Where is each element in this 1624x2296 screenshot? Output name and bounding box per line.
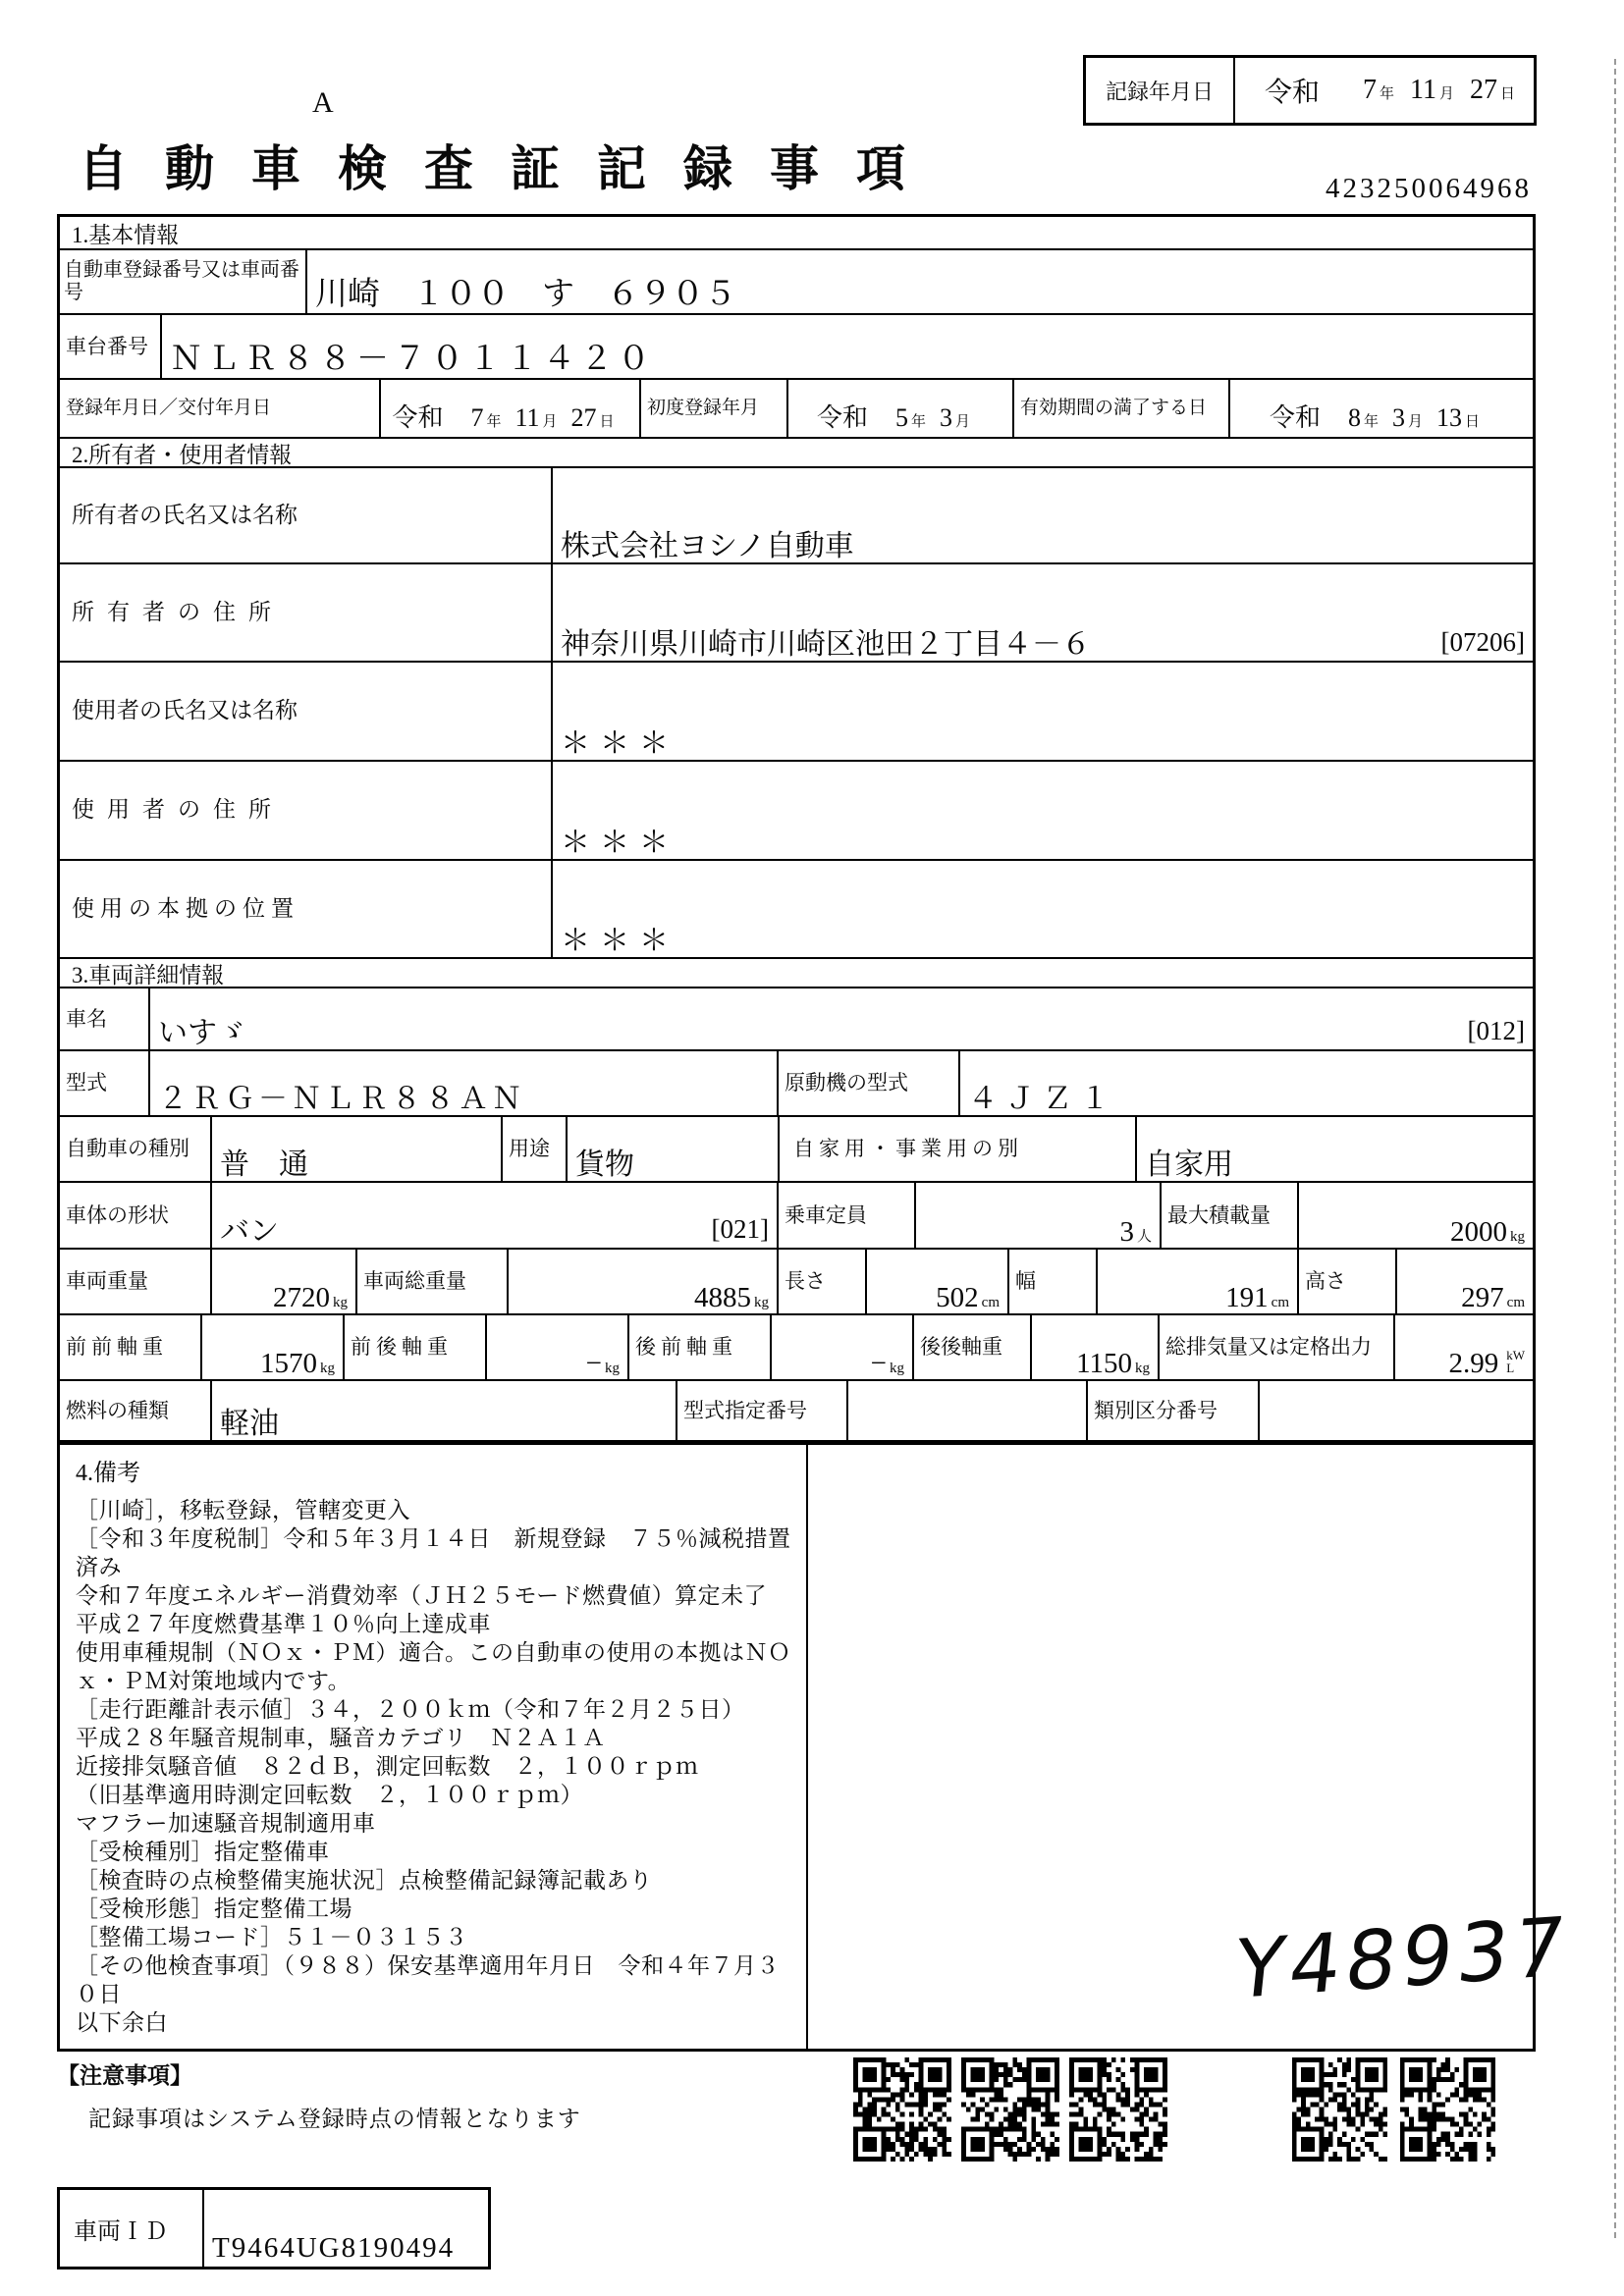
width-label: 幅 (1015, 1269, 1036, 1294)
remarks-line: 以下余白 (76, 2010, 168, 2035)
kind-label: 自動車の種別 (66, 1137, 189, 1161)
registration-date-label: 登録年月日／交付年月日 (66, 398, 272, 419)
axle-weight-row: 前前軸重 1570 kg 前後軸重 − kg 後前軸重 − kg 後後軸重 1150 kg 総排気量又は定格出力 2.99 kW L (60, 1313, 1533, 1379)
gross-weight-value: 4885 (694, 1281, 751, 1313)
user-address-row (60, 760, 1533, 859)
record-date-label: 記録年月日 (1086, 58, 1235, 123)
rear-rear-axle-value: 1150 (1076, 1347, 1132, 1379)
day-unit: 日 (1500, 86, 1516, 102)
body-shape-row (60, 1181, 1533, 1248)
owner-name-value: 株式会社ヨシノ自動車 (561, 529, 854, 562)
owner-address-row (60, 562, 1533, 661)
notice-heading: 【注意事項】 (57, 2063, 192, 2088)
engine-model-value: ４ＪＺ１ (968, 1082, 1117, 1115)
private-business-label: 自家用・事業用の別 (793, 1137, 1023, 1161)
remarks-line: （旧基準適用時測定回転数 ２，１００ｒｐｍ） (76, 1783, 583, 1807)
notice-text: 記録事項はシステム登録時点の情報となります (88, 2107, 581, 2131)
front-rear-axle-label: 前後軸重 (351, 1335, 453, 1360)
qr-code (853, 2057, 951, 2162)
qr-code (1400, 2057, 1495, 2162)
record-date-month: 11 (1410, 75, 1436, 105)
body-shape-code: [021] (711, 1214, 769, 1244)
vehicle-id-value: T9464UG8190494 (212, 2231, 456, 2264)
chassis-number-value: ＮＬＲ８８－７０１１４２０ (170, 342, 655, 378)
month-unit: 月 (1439, 86, 1455, 102)
vehicle-weight-value: 2720 (273, 1281, 330, 1313)
chassis-number-label: 車台番号 (66, 334, 148, 358)
model-row (60, 1049, 1533, 1115)
owner-address-value: 神奈川県川崎市川崎区池田２丁目４－６ (561, 627, 1091, 661)
section-vehicle-heading: 3.車両詳細情報 (60, 957, 1533, 987)
owner-name-row (60, 466, 1533, 562)
front-front-axle-value: 1570 (260, 1347, 317, 1379)
car-name-row (60, 987, 1533, 1049)
user-address-value: ＊＊＊ (561, 826, 678, 859)
page-title: 自動車検査証記録事項 (79, 141, 943, 196)
use-value: 貨物 (575, 1148, 634, 1181)
remarks-line: ［令和３年度税制］令和５年３月１４日 新規登録 ７５％減税措置 (76, 1526, 791, 1551)
length-label: 長さ (785, 1269, 826, 1294)
user-address-label: 使用者の住所 (72, 797, 284, 823)
kw-per-liter-unit: kW L (1506, 1347, 1525, 1375)
height-label: 高さ (1305, 1269, 1346, 1294)
remarks-line: 令和７年度エネルギー消費効率（ＪＨ２５モード燃費値）算定未了 (76, 1583, 768, 1608)
remarks-line: ［検査時の点検整備実施状況］点検整備記録簿記載あり (76, 1868, 653, 1893)
front-front-axle-label: 前前軸重 (66, 1335, 168, 1360)
handwritten-note: Y48937 (1230, 1899, 1575, 2018)
model-value: ２ＲＧ－ＮＬＲ８８ＡＮ (158, 1082, 525, 1115)
length-value: 502 (936, 1281, 979, 1313)
user-name-value: ＊＊＊ (561, 726, 678, 760)
registration-number-value: 川崎 １００ す ６９０５ (315, 277, 736, 313)
remarks-line: ｘ・ＰＭ対策地域内です。 (76, 1669, 352, 1693)
base-location-row (60, 859, 1533, 957)
type-designation-label: 型式指定番号 (683, 1398, 807, 1422)
chassis-number-row (60, 313, 1533, 378)
page-mark: A (312, 86, 334, 119)
body-shape-label: 車体の形状 (66, 1202, 169, 1227)
user-name-label: 使用者の氏名又は名称 (72, 698, 298, 723)
remarks-line: 平成２７年度燃費基準１０％向上達成車 (76, 1612, 491, 1636)
capacity-value: 3 (1119, 1215, 1134, 1248)
qr-code (1069, 2057, 1167, 2162)
year-unit: 年 (1380, 86, 1395, 102)
rear-rear-axle-label: 後後軸重 (920, 1335, 1002, 1360)
expiry-date-value: 令和 8 年 3 月 13 日 (1269, 403, 1481, 432)
record-date-era: 令和 (1265, 78, 1321, 108)
fuel-label: 燃料の種類 (66, 1398, 169, 1422)
vehicle-weight-label: 車両重量 (66, 1269, 148, 1294)
registration-number-row (60, 248, 1533, 313)
kind-row (60, 1115, 1533, 1181)
section-basic-heading: 1.基本情報 (72, 222, 180, 247)
private-business-value: 自家用 (1145, 1148, 1233, 1181)
person-unit: 人 (1136, 1228, 1152, 1245)
dates-row (60, 378, 1533, 437)
width-value: 191 (1225, 1281, 1269, 1313)
remarks-line: 平成２８年騒音規制車，騒音カテゴリ Ｎ２Ａ１Ａ (76, 1726, 606, 1750)
owner-address-label: 所有者の住所 (72, 599, 284, 624)
qr-code (961, 2057, 1059, 2162)
remarks-line: 済み (76, 1555, 122, 1579)
height-value: 297 (1461, 1281, 1504, 1313)
front-rear-axle-value: − (585, 1347, 602, 1379)
remarks-line: ０日 (76, 1982, 122, 2006)
certificate-number: 423250064968 (1326, 173, 1532, 204)
remarks-line: 使用車種規制（ＮＯｘ・ＰＭ）適合。この自動車の使用の本拠はＮＯ (76, 1640, 791, 1665)
car-name-value: いすゞ (158, 1016, 246, 1049)
scan-artifact-line (1614, 59, 1616, 2238)
fuel-value: 軽油 (220, 1407, 279, 1440)
registration-date-value: 令和 7 年 11 月 27 日 (392, 403, 615, 432)
vehicle-id-box (57, 2187, 491, 2269)
car-name-code: [012] (1467, 1016, 1525, 1045)
fuel-row (60, 1379, 1533, 1440)
remarks-line: 近接排気騒音値 ８２ｄＢ，測定回転数 ２，１００ｒｐｍ (76, 1754, 699, 1779)
first-registration-value: 令和 5 年 3 月 (816, 403, 971, 432)
engine-model-label: 原動機の型式 (785, 1071, 908, 1095)
first-registration-label: 初度登録年月 (647, 398, 760, 419)
record-date-value (1235, 58, 1534, 123)
remarks-heading: 4.備考 (76, 1461, 140, 1486)
base-location-label: 使用の本拠の位置 (72, 895, 299, 921)
cm-unit: cm (981, 1294, 1000, 1310)
remarks-line: ［走行距離計表示値］３４，２００ｋｍ（令和７年２月２５日） (76, 1697, 745, 1722)
owner-name-label: 所有者の氏名又は名称 (72, 502, 298, 527)
remarks-line: ［その他検査事項］（９８８）保安基準適用年月日 令和４年７月３ (76, 1953, 780, 1978)
remarks-line: ［受検形態］指定整備工場 (76, 1896, 352, 1921)
kg-unit: kg (1510, 1228, 1525, 1245)
max-payload-label: 最大積載量 (1167, 1202, 1271, 1227)
capacity-label: 乗車定員 (785, 1202, 867, 1227)
remarks-line: マフラー加速騒音規制適用車 (76, 1811, 376, 1836)
max-payload-value: 2000 (1450, 1215, 1507, 1248)
remarks-line: ［川崎］，移転登録，管轄変更入 (76, 1498, 410, 1522)
use-label: 用途 (509, 1137, 550, 1161)
remarks-divider (806, 1445, 808, 2049)
main-table (57, 214, 1536, 2052)
remarks-line: ［受検種別］指定整備車 (76, 1840, 330, 1864)
qr-code (1292, 2057, 1387, 2162)
vehicle-id-label: 車両ＩＤ (60, 2190, 204, 2267)
body-shape-value: バン (220, 1214, 279, 1248)
record-date-day: 27 (1470, 75, 1498, 105)
displacement-value: 2.99 (1448, 1347, 1499, 1379)
base-location-value: ＊＊＊ (561, 924, 678, 957)
expiry-date-label: 有効期間の満了する日 (1020, 398, 1208, 419)
record-date-year: 7 (1363, 75, 1378, 105)
gross-weight-label: 車両総重量 (363, 1269, 466, 1294)
record-date-box (1083, 55, 1537, 126)
section-owner-heading: 2.所有者・使用者情報 (60, 437, 1533, 466)
registration-number-label: 自動車登録番号又は車両番号 (64, 259, 299, 303)
model-label: 型式 (66, 1071, 107, 1095)
owner-address-code: [07206] (1440, 627, 1525, 657)
car-name-label: 車名 (66, 1006, 107, 1031)
displacement-label: 総排気量又は定格出力 (1165, 1335, 1372, 1360)
classification-label: 類別区分番号 (1094, 1398, 1218, 1422)
user-name-row (60, 661, 1533, 760)
remarks-body (76, 1496, 792, 2037)
remarks-line: ［整備工場コード］５１－０３１５３ (76, 1925, 468, 1949)
weight-row: 車両重量 2720 kg 車両総重量 4885 kg 長さ 502 cm 幅 191 cm 高さ 297 cm (60, 1248, 1533, 1313)
rear-front-axle-value: − (870, 1347, 887, 1379)
rear-front-axle-label: 後前軸重 (635, 1335, 737, 1360)
kind-value: 普 通 (220, 1148, 308, 1181)
